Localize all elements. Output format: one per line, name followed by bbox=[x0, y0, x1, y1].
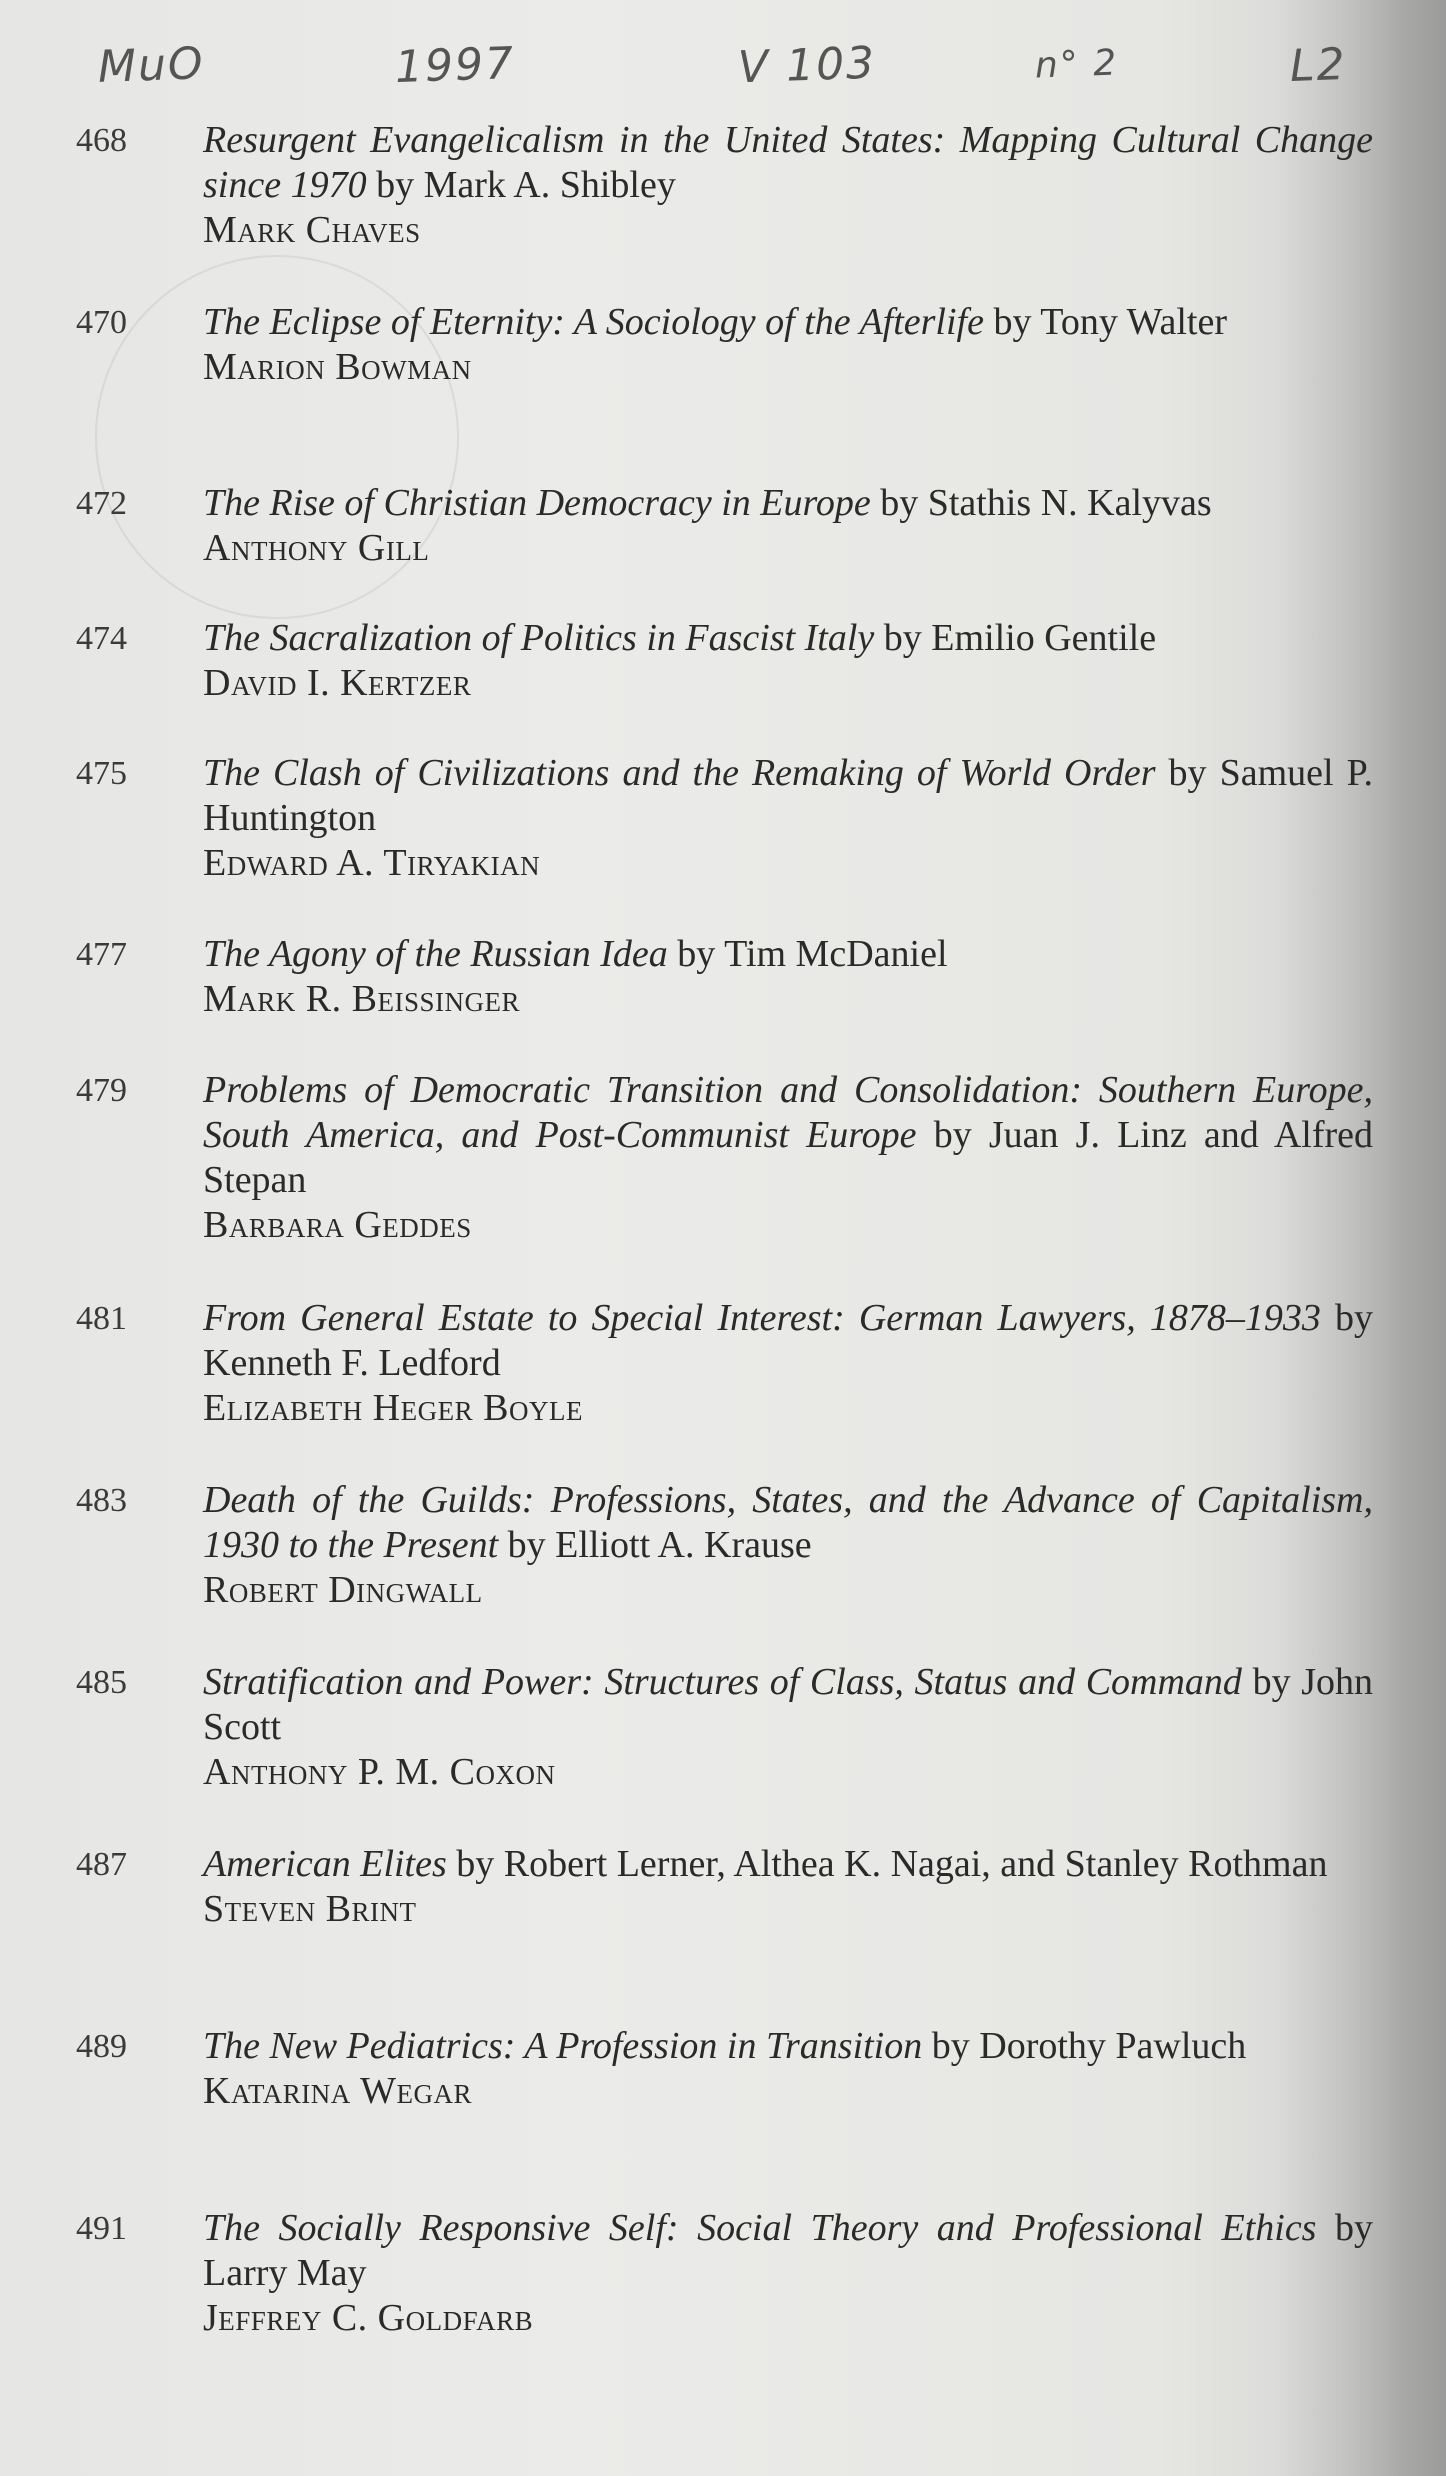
reviewer-name: Katarina Wegar bbox=[203, 2070, 472, 2112]
page-number: 491 bbox=[76, 2210, 127, 2247]
page-number: 468 bbox=[76, 122, 127, 159]
page-number: 483 bbox=[76, 1482, 127, 1519]
page-number: 475 bbox=[76, 755, 127, 792]
book-title: The Sacralization of Politics in Fascist Italy bbox=[203, 617, 875, 659]
page-number: 487 bbox=[76, 1846, 127, 1883]
handwritten-note: n° 2 bbox=[1034, 42, 1119, 87]
reviewer-name: David I. Kertzer bbox=[203, 662, 472, 704]
book-citation bbox=[203, 118, 1373, 253]
book-title: The Socially Responsive Self: Social Theory and Professional Ethics bbox=[203, 2207, 1317, 2249]
page-number: 489 bbox=[76, 2028, 127, 2065]
page-number: 472 bbox=[76, 485, 127, 522]
page-number: 481 bbox=[76, 1300, 127, 1337]
book-title: The New Pediatrics: A Profession in Transition bbox=[203, 2025, 923, 2067]
reviewer-name: Jeffrey C. Goldfarb bbox=[203, 2297, 534, 2339]
page-number: 470 bbox=[76, 304, 127, 341]
book-author: by Larry May bbox=[203, 2207, 1374, 2294]
handwritten-note: L2 bbox=[1289, 39, 1348, 92]
book-title: American Elites bbox=[203, 1843, 447, 1885]
book-author: by Kenneth F. Ledford bbox=[203, 1297, 1374, 1384]
reviewer-name: Robert Dingwall bbox=[203, 1569, 483, 1611]
book-author: by Emilio Gentile bbox=[874, 617, 1157, 659]
book-citation bbox=[203, 300, 1373, 390]
page-number: 474 bbox=[76, 620, 127, 657]
book-citation bbox=[203, 2024, 1373, 2114]
book-title: The Eclipse of Eternity: A Sociology of the Afterlife bbox=[203, 301, 984, 343]
reviewer-name: Marion Bowman bbox=[203, 346, 472, 388]
reviewer-name: Elizabeth Heger Boyle bbox=[203, 1387, 583, 1429]
book-title: Problems of Democratic Transition and Consolidation: Southern Europe, South America, and Post-Communist Europe bbox=[203, 1069, 1373, 1156]
book-author: by John Scott bbox=[203, 1661, 1373, 1748]
book-title: The Rise of Christian Democracy in Europe bbox=[203, 482, 871, 524]
page-number: 479 bbox=[76, 1072, 127, 1109]
handwritten-note: MuO bbox=[97, 38, 206, 93]
handwritten-note: V 103 bbox=[737, 37, 877, 94]
reviewer-name: Mark Chaves bbox=[203, 209, 421, 251]
reviewer-name: Anthony Gill bbox=[203, 527, 430, 569]
book-author: by Tony Walter bbox=[983, 301, 1227, 343]
reviewer-name: Barbara Geddes bbox=[203, 1204, 472, 1246]
reviewer-name: Mark R. Beissinger bbox=[203, 978, 520, 1020]
book-title: The Agony of the Russian Idea bbox=[203, 933, 668, 975]
book-author: by Samuel P. Huntington bbox=[203, 752, 1374, 839]
book-author: by Elliott A. Krause bbox=[498, 1524, 812, 1566]
reviewer-name: Edward A. Tiryakian bbox=[203, 842, 541, 884]
book-author: by Juan J. Linz and Alfred Stepan bbox=[203, 1114, 1373, 1201]
book-citation bbox=[203, 1068, 1373, 1248]
book-title: Stratification and Power: Structures of Class, Status and Command bbox=[203, 1661, 1242, 1703]
reviewer-name: Steven Brint bbox=[203, 1888, 417, 1930]
book-author: by Dorothy Pawluch bbox=[922, 2025, 1247, 2067]
book-citation bbox=[203, 751, 1373, 886]
book-title: Resurgent Evangelicalism in the United States: Mapping Cultural Change since 1970 bbox=[203, 119, 1373, 206]
handwritten-note: 1997 bbox=[394, 37, 516, 94]
reviewer-name: Anthony P. M. Coxon bbox=[203, 1751, 556, 1793]
book-title: Death of the Guilds: Professions, States, and the Advance of Capitalism, 1930 to the Present bbox=[203, 1479, 1373, 1566]
book-citation bbox=[203, 2206, 1373, 2341]
book-citation bbox=[203, 932, 1373, 1022]
book-author: by Tim McDaniel bbox=[667, 933, 948, 975]
book-citation bbox=[203, 481, 1373, 571]
book-author: by Mark A. Shibley bbox=[366, 164, 676, 206]
page-number: 485 bbox=[76, 1664, 127, 1701]
book-title: From General Estate to Special Interest: German Lawyers, 1878–1933 bbox=[203, 1297, 1321, 1339]
book-citation bbox=[203, 1478, 1373, 1613]
book-author: by Stathis N. Kalyvas bbox=[870, 482, 1212, 524]
book-citation bbox=[203, 1660, 1373, 1795]
book-author: by Robert Lerner, Althea K. Nagai, and Stanley Rothman bbox=[446, 1843, 1328, 1885]
book-title: The Clash of Civilizations and the Remaking of World Order bbox=[203, 752, 1156, 794]
book-citation bbox=[203, 1842, 1373, 1932]
page-number: 477 bbox=[76, 936, 127, 973]
book-citation bbox=[203, 1296, 1373, 1431]
handwritten-header bbox=[0, 18, 1446, 94]
book-citation bbox=[203, 616, 1373, 706]
